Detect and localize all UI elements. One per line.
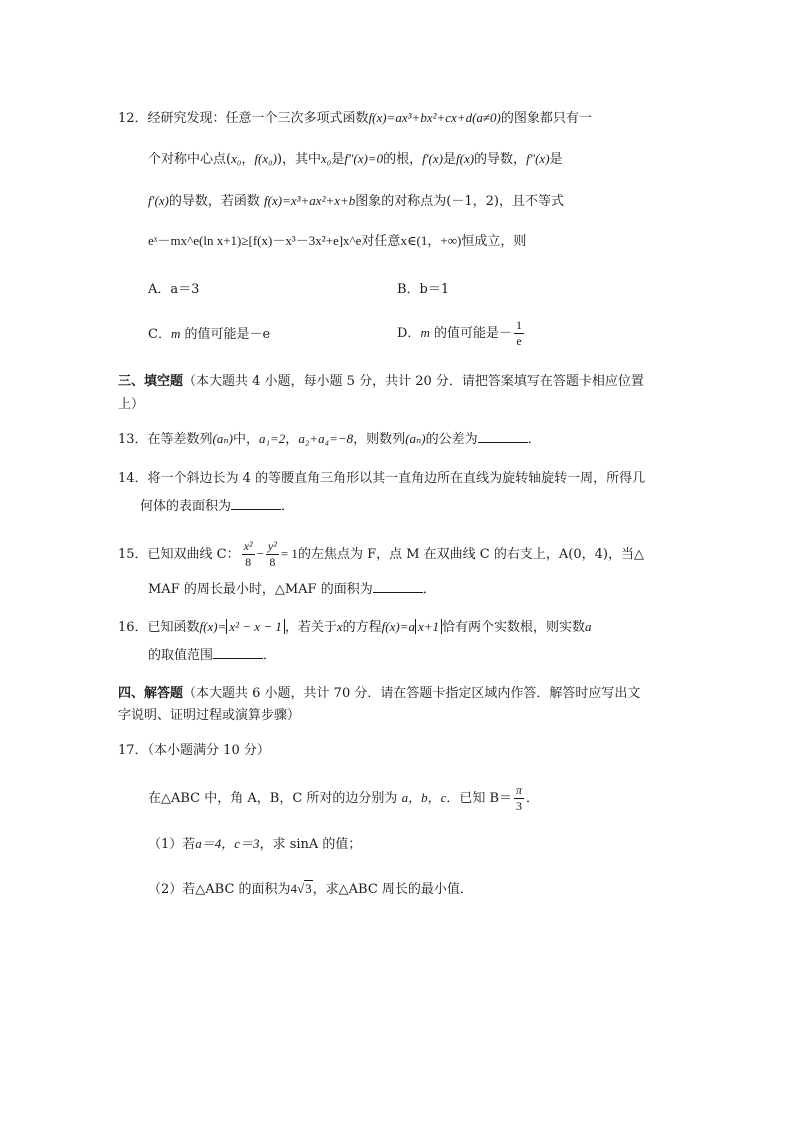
numerator: π [516, 783, 523, 797]
section-title: 四、解答题 [118, 686, 184, 701]
fraction [242, 539, 255, 570]
text: 的取值范围 [148, 648, 214, 663]
option-b[interactable] [397, 281, 449, 299]
formula: f(x)= [199, 619, 227, 634]
question-number: 12． [118, 111, 148, 126]
option-text: D． [397, 326, 421, 341]
text: ． [527, 432, 541, 447]
formula: m [170, 326, 181, 341]
formula: a＝4，c＝3 [195, 836, 260, 851]
text: ．已知 B＝ [446, 791, 513, 806]
text: 的左焦点为 F，点 M 在双曲线 C 的右支上，A(0，4)，当△ [297, 547, 644, 562]
absolute-value: x+1 [415, 619, 442, 634]
q15-line1 [118, 538, 644, 571]
formula: f′(x) [148, 193, 169, 208]
text: 的公差为 [425, 432, 478, 447]
fraction [266, 539, 279, 570]
formula: a [585, 619, 592, 634]
absolute-value: x² − x − 1 [226, 619, 284, 634]
q12-line1 [118, 109, 592, 128]
q14-line1 [118, 470, 645, 488]
section-4-header-cont [118, 707, 300, 725]
formula: = 1 [280, 546, 298, 561]
text: 的导数，若函数 [168, 194, 260, 209]
answer-blank[interactable] [373, 580, 423, 593]
text: 对任意 [361, 234, 401, 249]
q17-part1 [148, 835, 361, 854]
text: ． [422, 582, 436, 597]
q12-line3 [148, 192, 564, 211]
q12-text: 经研究发现：任意一个三次多项式函数 [147, 111, 369, 126]
fraction [514, 783, 524, 814]
text: ． [526, 791, 540, 806]
formula: x₀ [231, 151, 242, 166]
section-4-header [118, 685, 640, 703]
q16-line2 [148, 646, 276, 665]
text: （1）若 [148, 837, 196, 852]
section-desc: 字说明、证明过程或演算步骤） [118, 708, 301, 723]
text: )，其中 [276, 152, 322, 167]
text: ，求 sinA 的值； [259, 837, 362, 852]
formula: (aₙ) [405, 431, 426, 446]
text: ， [285, 432, 299, 447]
text: ，求△ABC 周长的最小值． [312, 882, 473, 897]
q12-formula: f(x)=ax³+bx²+cx+d(a≠0) [368, 110, 501, 125]
option-text: B．b＝1 [397, 282, 450, 297]
q13 [118, 430, 541, 449]
formula: a₂+a₄=−8 [298, 431, 354, 446]
text: 何体的表面积为 [140, 499, 232, 514]
formula: a₁=2 [259, 431, 286, 446]
text: 在△ABC 中，角 A，B，C 所对的边分别为 [148, 791, 398, 806]
text: 14．将一个斜边长为 4 的等腰直角三角形以其一直角边所在直线为旋转轴旋转一周，所得几 [118, 471, 646, 486]
text: 是 [331, 152, 345, 167]
formula: a，b，c [401, 790, 447, 805]
text: ，则数列 [353, 432, 406, 447]
formula: (aₙ) [212, 431, 233, 446]
answer-blank[interactable] [231, 497, 281, 510]
text: 恰有两个实数根，则实数 [442, 620, 586, 635]
q17-part2 [148, 880, 473, 899]
q12-line4 [148, 232, 526, 251]
text: 13．在等差数列 [118, 432, 213, 447]
formula: f″(x)=0 [344, 151, 384, 166]
formula: 3 [305, 881, 312, 896]
text: 的导数， [474, 152, 527, 167]
text: 的方程 [342, 620, 382, 635]
section-3-header [118, 373, 644, 391]
text: 15．已知双曲线 C： [118, 547, 240, 562]
section-desc: 上） [118, 397, 145, 412]
formula: 4 [290, 881, 298, 896]
section-title: 三、填空题 [118, 374, 184, 389]
option-c[interactable] [148, 325, 270, 344]
numerator: x² [243, 539, 253, 553]
section-desc: （本大题共 6 小题，共计 70 分．请在答题卡指定区域内作答．解答时应写出文 [183, 686, 641, 701]
answer-blank[interactable] [213, 646, 263, 659]
text: ． [263, 648, 277, 663]
answer-blank[interactable] [478, 430, 528, 443]
formula: m [420, 325, 430, 340]
text: 恒成立，则 [461, 234, 527, 249]
formula: x∈(1，+∞) [400, 233, 462, 248]
option-text: 的值可能是－ [433, 326, 512, 341]
formula: x [336, 619, 343, 634]
text: ． [281, 499, 295, 514]
text: MAF 的周长最小时，△MAF 的面积为 [148, 582, 373, 597]
fraction [514, 318, 524, 349]
q14-line2 [140, 497, 294, 516]
text: 16．已知函数 [118, 620, 200, 635]
section-desc: （本大题共 4 小题，每小题 5 分，共计 20 分．请把答案填写在答题卡相应位置 [183, 374, 644, 389]
denominator: 8 [269, 555, 276, 569]
formula: f(x₀) [254, 151, 277, 166]
q17-stem [148, 782, 539, 815]
section-3-header-cont [118, 396, 144, 414]
q12-line2 [148, 150, 563, 169]
text: 17．（本小题满分 10 分） [118, 743, 270, 758]
sqrt-sign: √ [297, 881, 305, 896]
option-a[interactable] [148, 281, 199, 299]
option-text: C． [148, 327, 171, 342]
q15-line2 [148, 580, 436, 599]
text: ， [241, 152, 255, 167]
text: 是 [442, 152, 456, 167]
text: 是 [549, 152, 563, 167]
text: ，若关于 [284, 620, 337, 635]
formula: f(x)=x³+ax²+x+b [264, 193, 356, 208]
denominator: 8 [245, 555, 252, 569]
text: 图象的对称点为(－1，2)，且不等式 [355, 194, 564, 209]
text: （2）若△ABC 的面积为 [148, 882, 291, 897]
text: 个对称中心点( [148, 152, 232, 167]
formula: f′(x) [422, 151, 443, 166]
option-text: 的值可能是－e [184, 327, 271, 342]
text: 中， [232, 432, 259, 447]
formula: eˣ－mx^e(ln x+1)≥[f(x)－x³－3x²+e]x^e [148, 233, 362, 248]
operator: − [256, 546, 264, 561]
formula: f(x)=a [381, 619, 415, 634]
formula: f″(x) [526, 151, 550, 166]
denominator: e [516, 334, 522, 348]
option-text: A．a＝3 [148, 282, 200, 297]
q16-line1 [118, 618, 592, 637]
formula: x₀ [321, 151, 332, 166]
formula: f(x) [456, 151, 475, 166]
q17-header [118, 742, 270, 760]
option-d[interactable] [397, 318, 526, 349]
numerator: 1 [515, 318, 522, 332]
numerator: y² [267, 539, 277, 553]
q12-text: 的图象都只有一 [500, 111, 592, 126]
denominator: 3 [516, 799, 523, 813]
text: 的根， [383, 152, 423, 167]
